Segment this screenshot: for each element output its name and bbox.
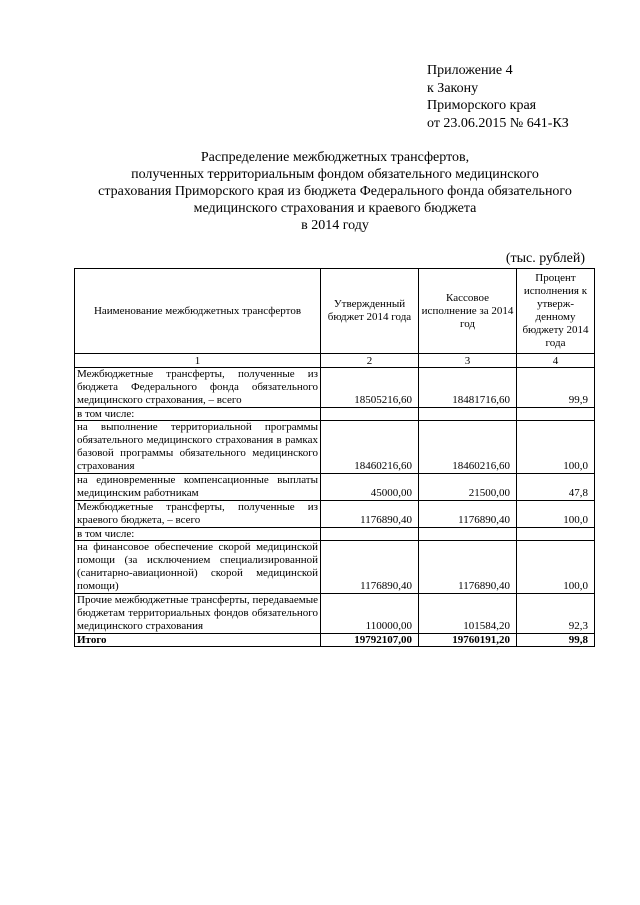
title-line: Распределение межбюджетных трансфертов, [200, 150, 470, 165]
total-row [75, 634, 595, 647]
row-percent: 92,3 [517, 594, 595, 634]
column-number: 3 [419, 354, 517, 368]
row-execution: 1176890,40 [419, 501, 517, 528]
header-execution: Кассовое исполнение за 2014 год [419, 269, 517, 354]
row-name: в том числе: [75, 408, 321, 421]
row-percent: 47,8 [517, 474, 595, 501]
column-number: 2 [321, 354, 419, 368]
header-row [75, 269, 595, 354]
row-percent: 100,0 [517, 421, 595, 474]
appendix-line: Приложение 4 [427, 63, 513, 78]
row-percent: 100,0 [517, 541, 595, 594]
row-name: на выполнение территориальной программы обязательного медицинского страхования в рамках базовой программы обязательного медицинского страхования [75, 421, 321, 474]
table-row [75, 541, 595, 594]
header-budget: Утвержденный бюджет 2014 года [321, 269, 419, 354]
row-name: в том числе: [75, 528, 321, 541]
row-execution: 18460216,60 [419, 421, 517, 474]
row-execution [419, 528, 517, 541]
row-budget: 1176890,40 [321, 501, 419, 528]
header-percent: Процент исполнения к утверж-денному бюджету 2014 года [517, 269, 595, 354]
transfers-table [74, 268, 595, 647]
row-percent: 100,0 [517, 501, 595, 528]
row-percent [517, 408, 595, 421]
row-name: Межбюджетные трансферты, полученные из бюджета Федерального фонда обязательного медицинского страхования, – всего [75, 368, 321, 408]
row-budget: 18460216,60 [321, 421, 419, 474]
table-row [75, 408, 595, 421]
title-line: медицинского страхования и краевого бюджета [193, 201, 477, 216]
table-row [75, 594, 595, 634]
table-row [75, 474, 595, 501]
column-number-row [75, 354, 595, 368]
row-budget: 1176890,40 [321, 541, 419, 594]
title-line: полученных территориальным фондом обязательного медицинского [131, 167, 539, 182]
row-name: на финансовое обеспечение скорой медицинской помощи (за исключением специализированной (санитарно-авиационной) скорой медицинской помощи) [75, 541, 321, 594]
row-budget: 18505216,60 [321, 368, 419, 408]
row-percent: 99,9 [517, 368, 595, 408]
row-name: Межбюджетные трансферты, полученные из краевого бюджета, – всего [75, 501, 321, 528]
row-name: на единовременные компенсационные выплаты медицинским работникам [75, 474, 321, 501]
document-title [70, 149, 600, 234]
row-execution: 101584,20 [419, 594, 517, 634]
table-row [75, 421, 595, 474]
table-row [75, 368, 595, 408]
row-percent [517, 528, 595, 541]
header-name: Наименование межбюджетных трансфертов [75, 269, 321, 354]
total-execution: 19760191,20 [419, 634, 517, 647]
title-line: страхования Приморского края из бюджета Федерального фонда обязательного [98, 184, 572, 199]
row-budget [321, 528, 419, 541]
appendix-line: Приморского края [427, 98, 537, 113]
appendix-block [427, 62, 569, 132]
row-budget: 45000,00 [321, 474, 419, 501]
row-budget: 110000,00 [321, 594, 419, 634]
row-execution: 21500,00 [419, 474, 517, 501]
total-name: Итого [75, 634, 321, 647]
column-number: 4 [517, 354, 595, 368]
total-budget: 19792107,00 [321, 634, 419, 647]
row-name: Прочие межбюджетные трансферты, передаваемые бюджетам территориальных фондов обязательного медицинского страхования [75, 594, 321, 634]
table-row [75, 528, 595, 541]
total-percent: 99,8 [517, 634, 595, 647]
row-execution [419, 408, 517, 421]
row-budget [321, 408, 419, 421]
units-label: (тыс. рублей) [505, 251, 585, 266]
appendix-line: от 23.06.2015 № 641-КЗ [427, 115, 569, 131]
row-execution: 18481716,60 [419, 368, 517, 408]
title-line: в 2014 году [301, 218, 369, 233]
appendix-line: к Закону [427, 80, 479, 96]
column-number: 1 [75, 354, 321, 368]
row-execution: 1176890,40 [419, 541, 517, 594]
table-row [75, 501, 595, 528]
